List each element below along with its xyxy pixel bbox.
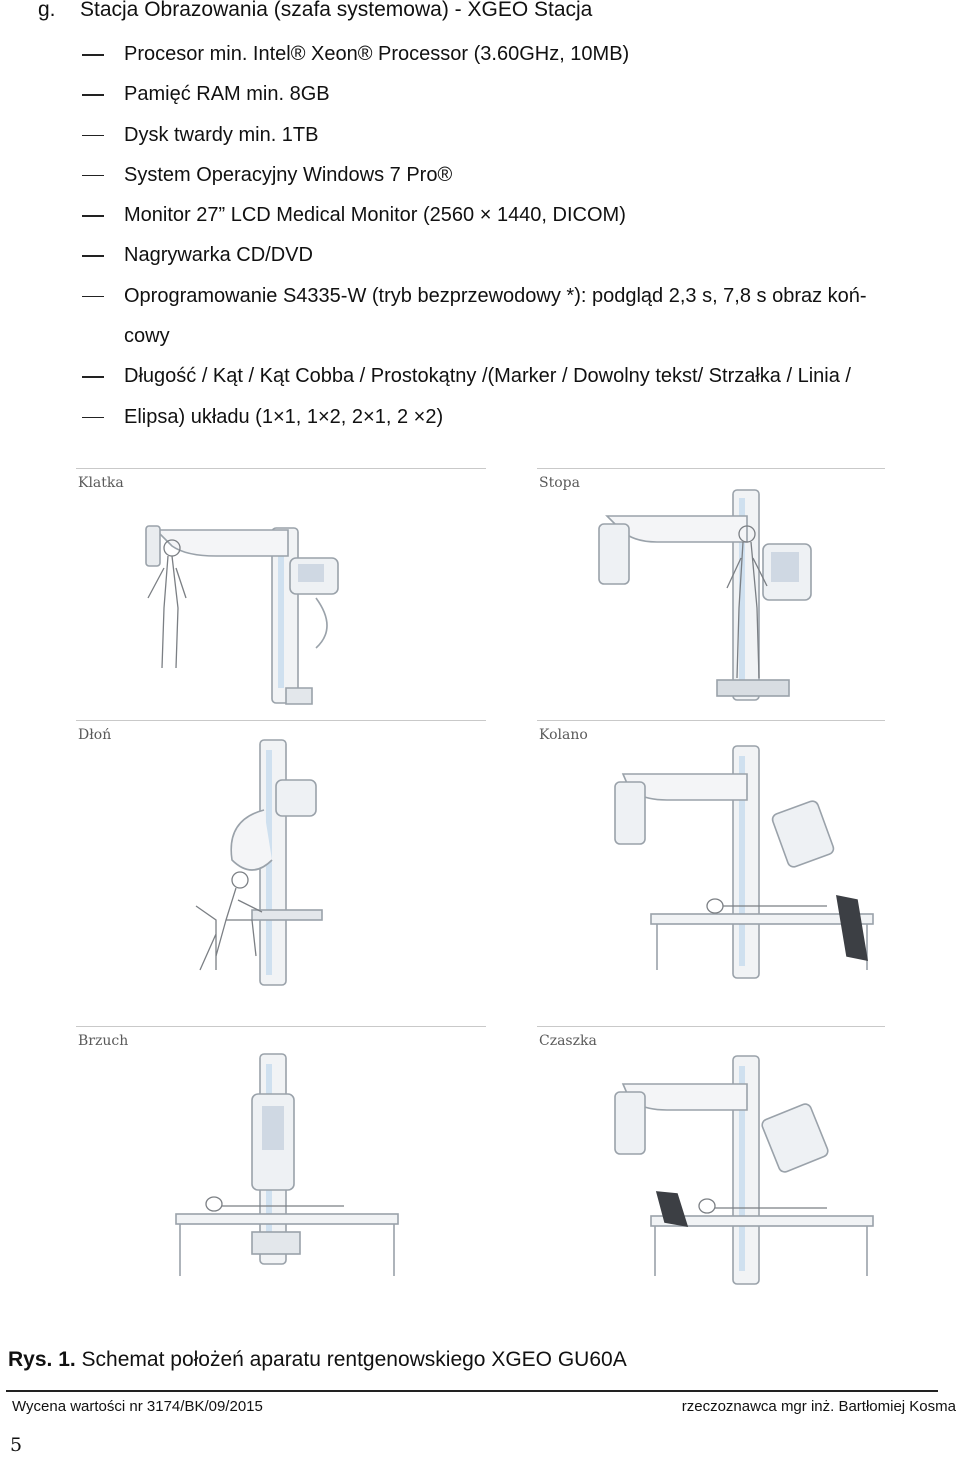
figure-panel-dlon — [76, 720, 486, 990]
spec-item: Monitor 27” LCD Medical Monitor (2560 × 1440, DICOM) — [82, 195, 952, 235]
footer-author: rzeczoznawca mgr inż. Bartłomiej Kosma — [681, 1398, 956, 1415]
section-title: Stacja Obrazowania (szafa systemowa) - XGEO Stacja — [80, 0, 593, 21]
dash-bullet — [82, 54, 104, 56]
panel-label: Brzuch — [78, 1033, 129, 1049]
figure-caption — [8, 1348, 627, 1372]
dash-bullet — [82, 296, 104, 298]
spec-item: Procesor min. Intel® Xeon® Processor (3.60GHz, 10MB) — [82, 34, 952, 74]
spec-item: Pamięć RAM min. 8GB — [82, 74, 952, 114]
dash-bullet — [82, 255, 104, 257]
figure-panel-klatka — [76, 468, 486, 708]
spec-item-continuation: cowy — [124, 325, 170, 348]
figure-panel-stopa — [537, 468, 885, 708]
section-letter: g. — [38, 0, 56, 21]
xray-illustration — [76, 720, 486, 990]
spec-item: Oprogramowanie S4335-W (tryb bezprzewodowy *): podgląd 2,3 s, 7,8 s obraz koń- — [82, 276, 952, 316]
dash-bullet — [82, 175, 104, 177]
xray-illustration — [537, 468, 885, 708]
footer-document-id: Wycena wartości nr 3174/BK/09/2015 — [12, 1398, 263, 1415]
dash-bullet — [82, 376, 104, 378]
panel-label: Stopa — [539, 475, 580, 491]
footer-divider — [6, 1390, 938, 1392]
xray-illustration — [76, 1026, 486, 1296]
panel-label: Dłoń — [78, 727, 112, 743]
spec-item: Nagrywarka CD/DVD — [82, 235, 952, 275]
xray-illustration — [537, 1026, 885, 1296]
spec-list — [82, 34, 952, 437]
spec-item: Elipsa) układu (1×1, 1×2, 2×1, 2 ×2) — [82, 397, 952, 437]
spec-item: Długość / Kąt / Kąt Cobba / Prostokątny /(Marker / Dowolny tekst/ Strzałka / Linia / — [82, 356, 952, 396]
caption-lead: Rys. 1. — [8, 1348, 76, 1371]
xray-illustration — [537, 720, 885, 990]
figure-panel-kolano — [537, 720, 885, 990]
figure-panel-brzuch — [76, 1026, 486, 1296]
panel-label: Klatka — [78, 475, 124, 491]
page-number: 5 — [10, 1434, 23, 1456]
caption-text: Schemat położeń aparatu rentgenowskiego XGEO GU60A — [75, 1348, 627, 1371]
dash-bullet — [82, 417, 104, 419]
figure-panel-czaszka — [537, 1026, 885, 1296]
spec-item: Dysk twardy min. 1TB — [82, 115, 952, 155]
spec-item: System Operacyjny Windows 7 Pro® — [82, 155, 952, 195]
panel-label: Czaszka — [539, 1033, 597, 1049]
section-heading — [38, 0, 592, 22]
xray-illustration — [76, 468, 486, 708]
dash-bullet — [82, 135, 104, 137]
panel-label: Kolano — [539, 727, 588, 743]
dash-bullet — [82, 215, 104, 217]
dash-bullet — [82, 94, 104, 96]
